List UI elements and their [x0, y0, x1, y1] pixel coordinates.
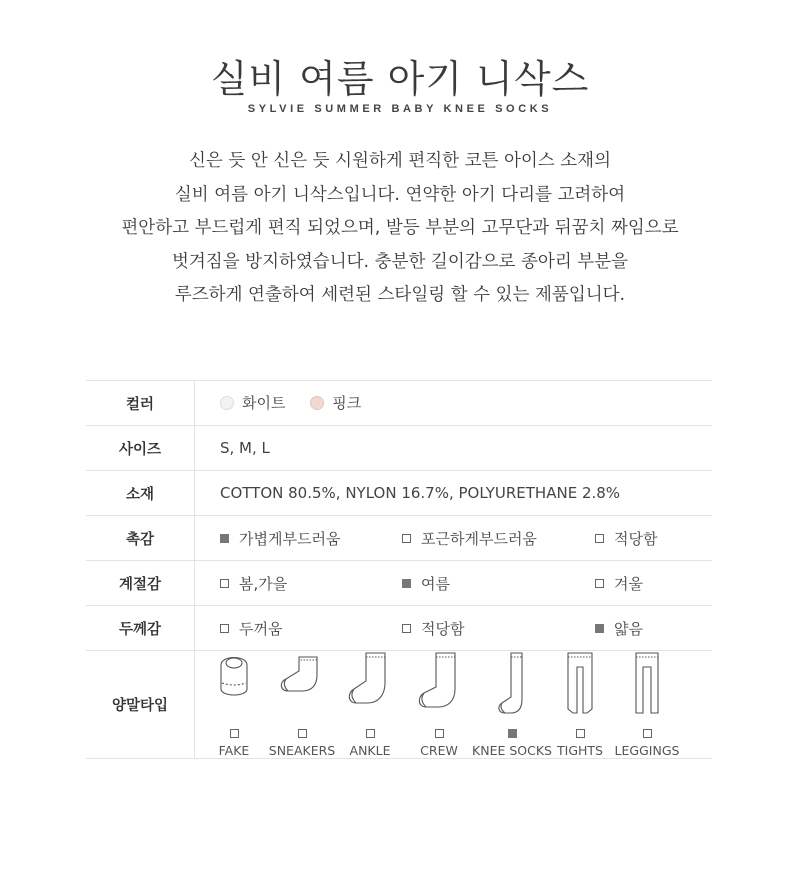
sock-type-option	[472, 651, 552, 758]
spec-table	[86, 380, 712, 759]
description-line: 루즈하게 연출하여 세련된 스타일링 할 수 있는 제품입니다.	[174, 285, 626, 305]
product-description	[0, 145, 800, 313]
option-label: SNEAKERS	[268, 743, 336, 758]
spec-row-size	[86, 426, 712, 471]
option-label: 포근하게부드러움	[421, 529, 537, 548]
spec-row-sock-type	[86, 651, 712, 759]
spec-label: 사이즈	[86, 426, 195, 471]
texture-option	[220, 528, 402, 549]
color-option-white	[220, 392, 285, 413]
spec-label: 두께감	[86, 606, 195, 651]
material-value: COTTON 80.5%, NYLON 16.7%, POLYURETHANE 2.8%	[220, 484, 621, 502]
thickness-option	[595, 618, 643, 639]
season-options	[220, 573, 712, 594]
option-label: TIGHTS	[557, 743, 603, 758]
sneakers-sock-icon	[272, 651, 332, 721]
knee-sock-icon	[482, 651, 542, 721]
white-swatch-icon	[220, 396, 234, 410]
checkbox-icon	[595, 534, 604, 543]
checkbox-icon	[220, 579, 229, 588]
season-option	[402, 573, 595, 594]
option-label: 적당함	[614, 529, 658, 548]
description-line: 편안하고 부드럽게 편직 되었으며, 발등 부분의 고무단과 뒤꿈치 짜임으로	[121, 218, 679, 238]
spec-label: 컬러	[86, 381, 195, 426]
page-subtitle: SYLVIE SUMMER BABY KNEE SOCKS	[247, 103, 553, 115]
size-value: S, M, L	[220, 439, 270, 457]
checkbox-icon	[298, 729, 307, 738]
pink-swatch-icon	[310, 396, 324, 410]
sock-type-option	[403, 651, 475, 758]
option-label: 적당함	[421, 619, 465, 638]
option-label: 가볍게부드러움	[239, 529, 341, 548]
sock-type-option	[549, 651, 611, 758]
description-line: 신은 듯 안 신은 듯 시원하게 편직한 코튼 아이스 소재의	[189, 151, 611, 171]
texture-options	[220, 528, 712, 549]
texture-option	[595, 528, 657, 549]
description-line: 벗겨짐을 방지하였습니다. 충분한 길이감으로 종아리 부분을	[172, 251, 628, 272]
spec-row-season	[86, 561, 712, 606]
spec-label: 촉감	[86, 516, 195, 561]
season-option	[220, 573, 402, 594]
spec-label: 양말타입	[86, 651, 195, 759]
sock-type-option	[337, 651, 403, 758]
spec-label: 계절감	[86, 561, 195, 606]
color-option-pink	[310, 392, 361, 413]
thickness-options	[220, 618, 712, 639]
season-option	[595, 573, 643, 594]
spec-row-thickness	[86, 606, 712, 651]
checkbox-icon	[643, 729, 652, 738]
checkbox-icon	[595, 579, 604, 588]
sock-type-option	[201, 651, 267, 758]
checkbox-icon	[508, 729, 517, 738]
checkbox-icon	[402, 534, 411, 543]
spec-row-material	[86, 471, 712, 516]
option-label: CREW	[420, 743, 458, 758]
option-label: 겨울	[614, 574, 643, 593]
checkbox-icon	[402, 624, 411, 633]
spec-row-color	[86, 381, 712, 426]
checkbox-icon	[366, 729, 375, 738]
checkbox-icon	[435, 729, 444, 738]
checkbox-icon	[576, 729, 585, 738]
ankle-sock-icon	[340, 651, 400, 721]
tights-icon	[550, 651, 610, 721]
fake-sock-icon	[204, 651, 264, 721]
option-label: 두꺼움	[239, 619, 283, 638]
sock-type-options	[201, 651, 712, 758]
leggings-icon	[617, 651, 677, 721]
checkbox-icon	[220, 624, 229, 633]
option-label: 얇음	[614, 619, 643, 638]
spec-row-texture	[86, 516, 712, 561]
checkbox-icon	[402, 579, 411, 588]
thickness-option	[220, 618, 402, 639]
checkbox-icon	[595, 624, 604, 633]
page-title: 실비 여름 아기 니삭스	[210, 57, 590, 101]
checkbox-icon	[230, 729, 239, 738]
color-name: 핑크	[332, 394, 362, 413]
color-name: 화이트	[242, 394, 286, 413]
option-label: KNEE SOCKS	[472, 743, 552, 758]
checkbox-icon	[220, 534, 229, 543]
description-line: 실비 여름 아기 니삭스입니다. 연약한 아기 다리를 고려하여	[174, 184, 626, 205]
spec-label: 소재	[86, 471, 195, 516]
option-label: FAKE	[218, 743, 250, 758]
option-label: ANKLE	[349, 743, 391, 758]
option-label: 여름	[421, 574, 450, 593]
texture-option	[402, 528, 595, 549]
sock-type-option	[267, 651, 337, 758]
option-label: LEGGINGS	[614, 743, 680, 758]
color-options	[195, 381, 713, 426]
thickness-option	[402, 618, 595, 639]
option-label: 봄,가을	[239, 574, 288, 593]
crew-sock-icon	[409, 651, 469, 721]
sock-type-option	[611, 651, 683, 758]
